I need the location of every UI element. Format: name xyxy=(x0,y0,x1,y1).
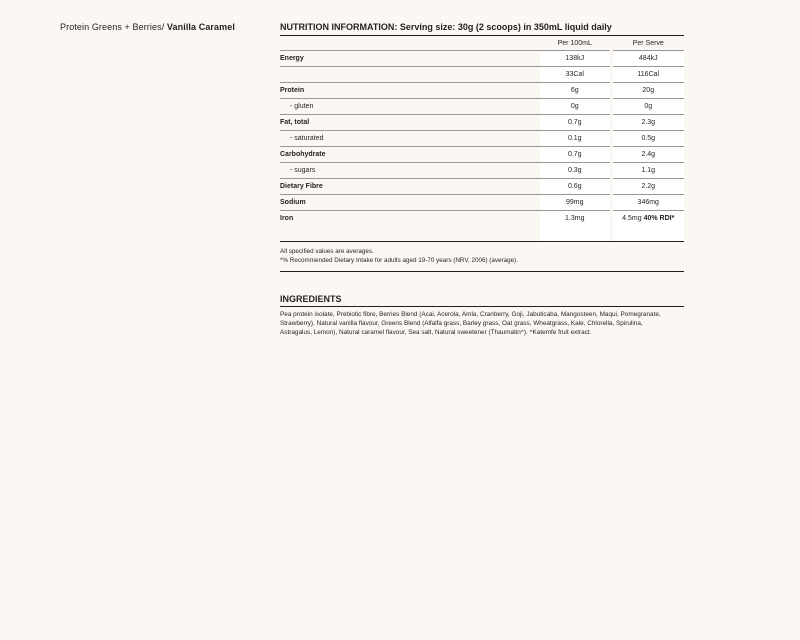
table-row xyxy=(280,99,684,115)
row-per-100ml: 0.1g xyxy=(540,131,611,147)
table-row xyxy=(280,131,684,147)
row-per-serve: 2.3g xyxy=(611,115,684,131)
row-per-serve: 346mg xyxy=(611,195,684,211)
row-per-serve: 0.5g xyxy=(611,131,684,147)
row-label: - gluten xyxy=(280,99,540,115)
iron-rdi: 40% RDI* xyxy=(643,215,675,222)
nutrition-table-wrap xyxy=(280,36,684,242)
row-label: Energy xyxy=(280,51,540,67)
row-per-serve: 20g xyxy=(611,83,684,99)
product-flavour: Vanilla Caramel xyxy=(166,22,235,32)
row-label: Iron xyxy=(280,215,294,222)
table-row xyxy=(280,163,684,179)
table-header-row xyxy=(280,36,684,51)
table-row xyxy=(280,195,684,211)
row-per-100ml: 0.3g xyxy=(540,163,611,179)
row-per-serve: 2.2g xyxy=(611,179,684,195)
row-per-serve: 116Cal xyxy=(611,67,684,83)
row-per-100ml: 33Cal xyxy=(540,67,611,83)
header-label xyxy=(280,36,540,51)
row-per-serve: 2.4g xyxy=(611,147,684,163)
table-row xyxy=(280,147,684,163)
footnote-rdi: *% Recommended Dietary Intake for adults aged 19-70 years (NRV, 2006) (average). xyxy=(280,256,519,264)
table-row xyxy=(280,179,684,195)
footnotes xyxy=(280,248,684,272)
row-per-serve: 1.1g xyxy=(611,163,684,179)
table-row xyxy=(280,83,684,99)
row-per-serve: 484kJ xyxy=(611,51,684,67)
footnote-averages: All specified values are averages. xyxy=(280,248,374,255)
row-label: Carbohydrate xyxy=(280,147,540,163)
row-per-100ml: 0.6g xyxy=(540,179,611,195)
row-label: Protein xyxy=(280,83,540,99)
table-row xyxy=(280,67,684,83)
product-title xyxy=(60,22,235,32)
row-per-100ml: 0.7g xyxy=(540,147,611,163)
row-per-100ml: 99mg xyxy=(540,195,611,211)
nutrition-table xyxy=(280,36,684,241)
ingredients-title: INGREDIENTS xyxy=(280,294,684,307)
row-label: - saturated xyxy=(280,131,540,147)
row-label: Dietary Fibre xyxy=(280,179,540,195)
row-per-100ml: 0.7g xyxy=(540,115,611,131)
row-label: Fat, total xyxy=(280,115,540,131)
table-row xyxy=(280,115,684,131)
row-label xyxy=(280,67,540,83)
row-per-100ml: 1.3mg xyxy=(540,211,611,227)
row-per-serve: 0g xyxy=(611,99,684,115)
table-row xyxy=(280,51,684,67)
row-per-serve xyxy=(611,211,684,227)
nutrition-panel xyxy=(280,22,684,337)
ingredients-text: Pea protein isolate, Prebiotic fibre, Berries Blend (Acai, Acerola, Amla, Cranberry, Goji, Jabuticaba, Mangosteen, Maqui, Pomegranate, Strawberry), Natural vanilla flavour, Greens Blend (Alfalfa grass, Barley grass, Oat grass, Wheatgrass, Kale, Chlorella, Spirulina, Astragalus, Lemon), Natural caramel flavour, Sea salt, Natural sweetener (Thaumatin^). ^Katemfe fruit extract. xyxy=(280,311,661,336)
row-label: Sodium xyxy=(280,195,540,211)
header-per-serve: Per Serve xyxy=(611,36,684,51)
iron-per-serve-value: 4.5mg xyxy=(622,215,642,222)
nutrition-rows xyxy=(280,51,684,242)
table-row xyxy=(280,211,684,227)
product-line: Protein Greens + Berries/ xyxy=(60,22,167,32)
row-per-100ml: 6g xyxy=(540,83,611,99)
row-per-100ml: 0g xyxy=(540,99,611,115)
row-per-100ml: 138kJ xyxy=(540,51,611,67)
table-row-spacer xyxy=(280,226,684,241)
row-label: - sugars xyxy=(280,163,540,179)
header-per-100ml: Per 100mL xyxy=(540,36,611,51)
nutrition-title: NUTRITION INFORMATION: Serving size: 30g (2 scoops) in 350mL liquid daily xyxy=(280,22,684,36)
